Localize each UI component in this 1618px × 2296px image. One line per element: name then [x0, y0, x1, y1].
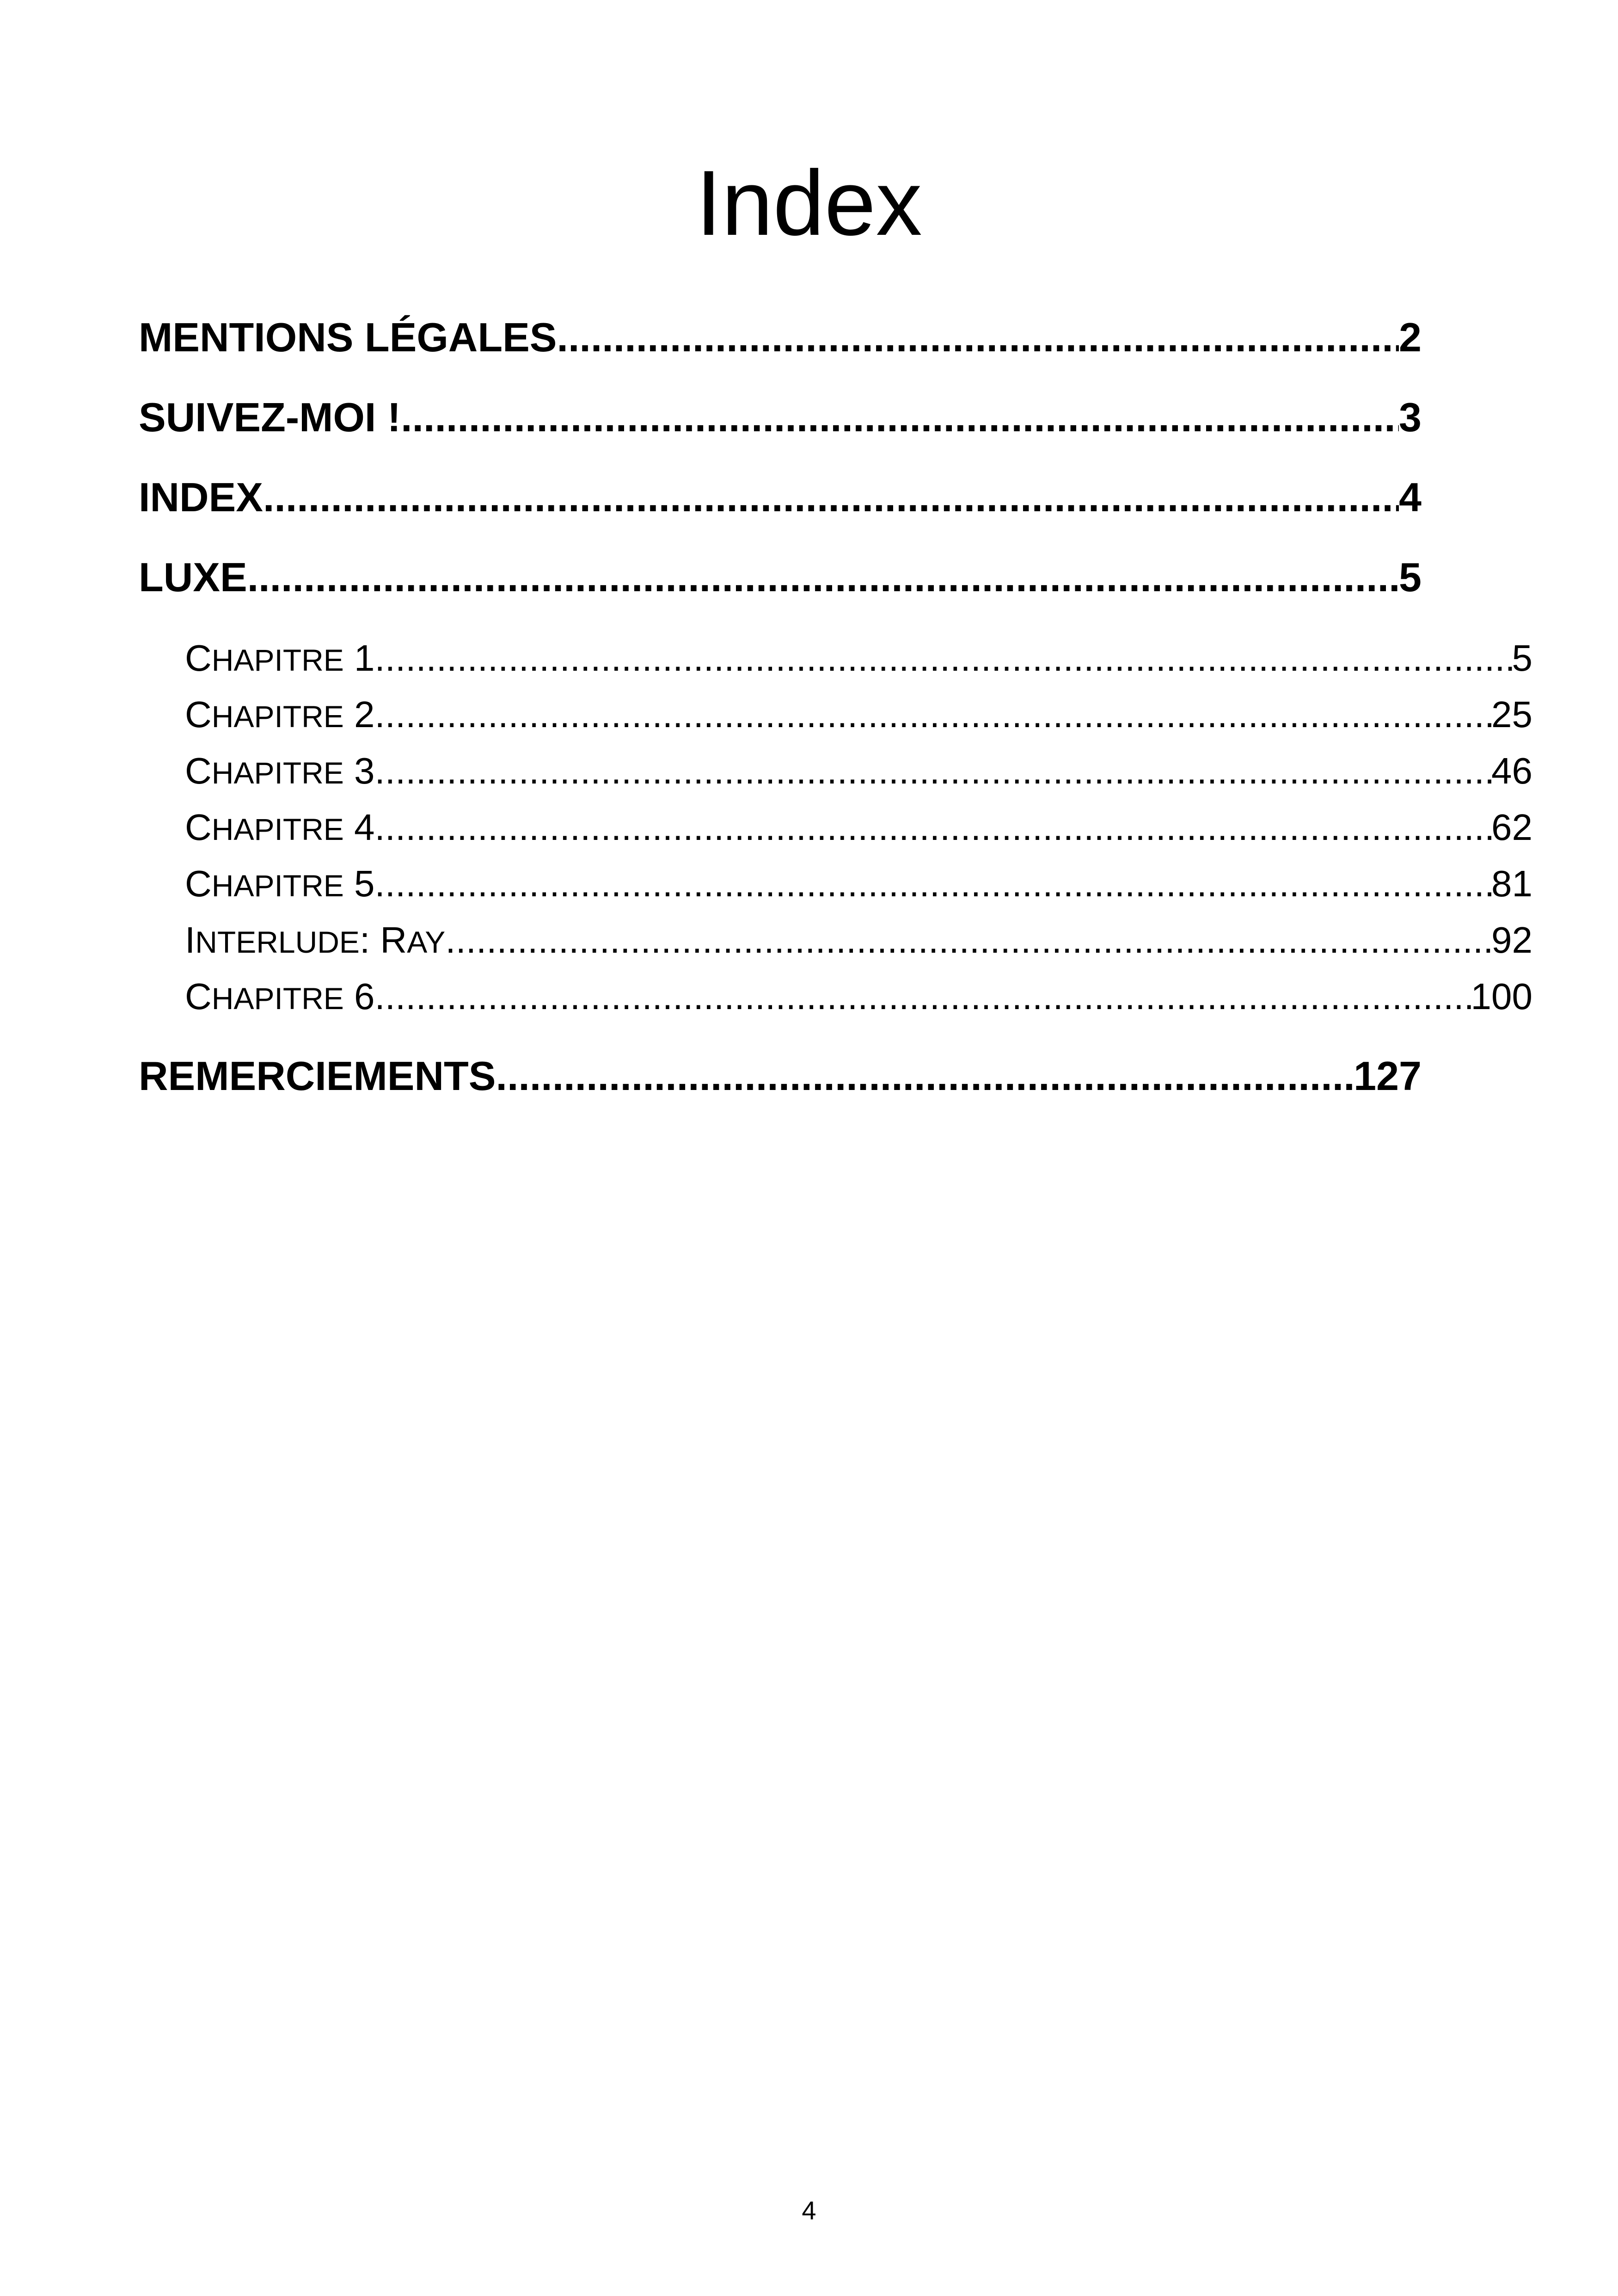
toc-entry-chapitre-6[interactable] — [185, 975, 1532, 1020]
page-title: Index — [696, 152, 922, 255]
toc-entry-suivez-moi[interactable] — [139, 394, 1422, 441]
toc-entry-page: 4 — [1399, 474, 1422, 520]
toc-entry-page: 5 — [1512, 637, 1532, 679]
toc-entry-page: 92 — [1491, 919, 1532, 961]
toc-entry-chapitre-3[interactable] — [185, 750, 1532, 794]
toc-entry-page: 46 — [1491, 750, 1532, 791]
toc-entry-page: 62 — [1491, 807, 1532, 848]
toc-entry-page: 127 — [1354, 1053, 1422, 1099]
toc-entry-chapitre-5[interactable] — [185, 863, 1532, 907]
toc-entry-label: CHAPITRE 3 — [185, 750, 375, 791]
toc-entry-page: 100 — [1471, 976, 1532, 1017]
toc-dot-leader — [375, 637, 1512, 680]
toc-entry-mentions-legales[interactable] — [139, 314, 1422, 361]
toc-entry-label: INTERLUDE: RAY — [185, 919, 446, 961]
toc-entry-label: CHAPITRE 2 — [185, 694, 375, 735]
toc-entry-index[interactable] — [139, 474, 1422, 520]
toc-dot-leader — [557, 314, 1399, 361]
toc-dot-leader — [375, 693, 1491, 736]
toc-entry-remerciements[interactable] — [139, 1053, 1422, 1099]
toc-entry-chapitre-2[interactable] — [185, 693, 1532, 738]
toc-entry-label: LUXE — [139, 554, 247, 600]
toc-entry-interlude-ray[interactable] — [185, 919, 1532, 963]
toc-entry-page: 2 — [1399, 314, 1422, 360]
toc-entry-page: 3 — [1399, 394, 1422, 440]
toc-entry-label: MENTIONS LÉGALES — [139, 314, 557, 360]
toc-entry-page: 5 — [1399, 554, 1422, 600]
toc-entry-chapitre-4[interactable] — [185, 806, 1532, 851]
toc-dot-leader — [263, 474, 1399, 520]
toc-entry-luxe[interactable] — [139, 554, 1422, 600]
toc-dot-leader — [401, 394, 1399, 441]
toc-dot-leader — [375, 975, 1471, 1018]
toc-dot-leader — [496, 1053, 1354, 1099]
toc-dot-leader — [375, 863, 1491, 905]
toc-entry-label: CHAPITRE 5 — [185, 863, 375, 904]
toc-dot-leader — [445, 919, 1491, 961]
toc-entry-label: REMERCIEMENTS — [139, 1053, 496, 1099]
toc-entry-label: INDEX — [139, 474, 263, 520]
toc-entry-label: CHAPITRE 6 — [185, 976, 375, 1017]
toc-entry-page: 81 — [1491, 863, 1532, 904]
toc-dot-leader — [247, 554, 1399, 600]
toc-entry-label: CHAPITRE 4 — [185, 807, 375, 848]
toc-entry-label: CHAPITRE 1 — [185, 637, 375, 679]
toc-entry-chapitre-1[interactable] — [185, 637, 1532, 681]
footer-page-number: 4 — [802, 2196, 816, 2225]
toc-dot-leader — [375, 806, 1491, 849]
toc-dot-leader — [375, 750, 1491, 792]
toc-entry-label: SUIVEZ-MOI ! — [139, 394, 401, 440]
toc-entry-page: 25 — [1491, 694, 1532, 735]
